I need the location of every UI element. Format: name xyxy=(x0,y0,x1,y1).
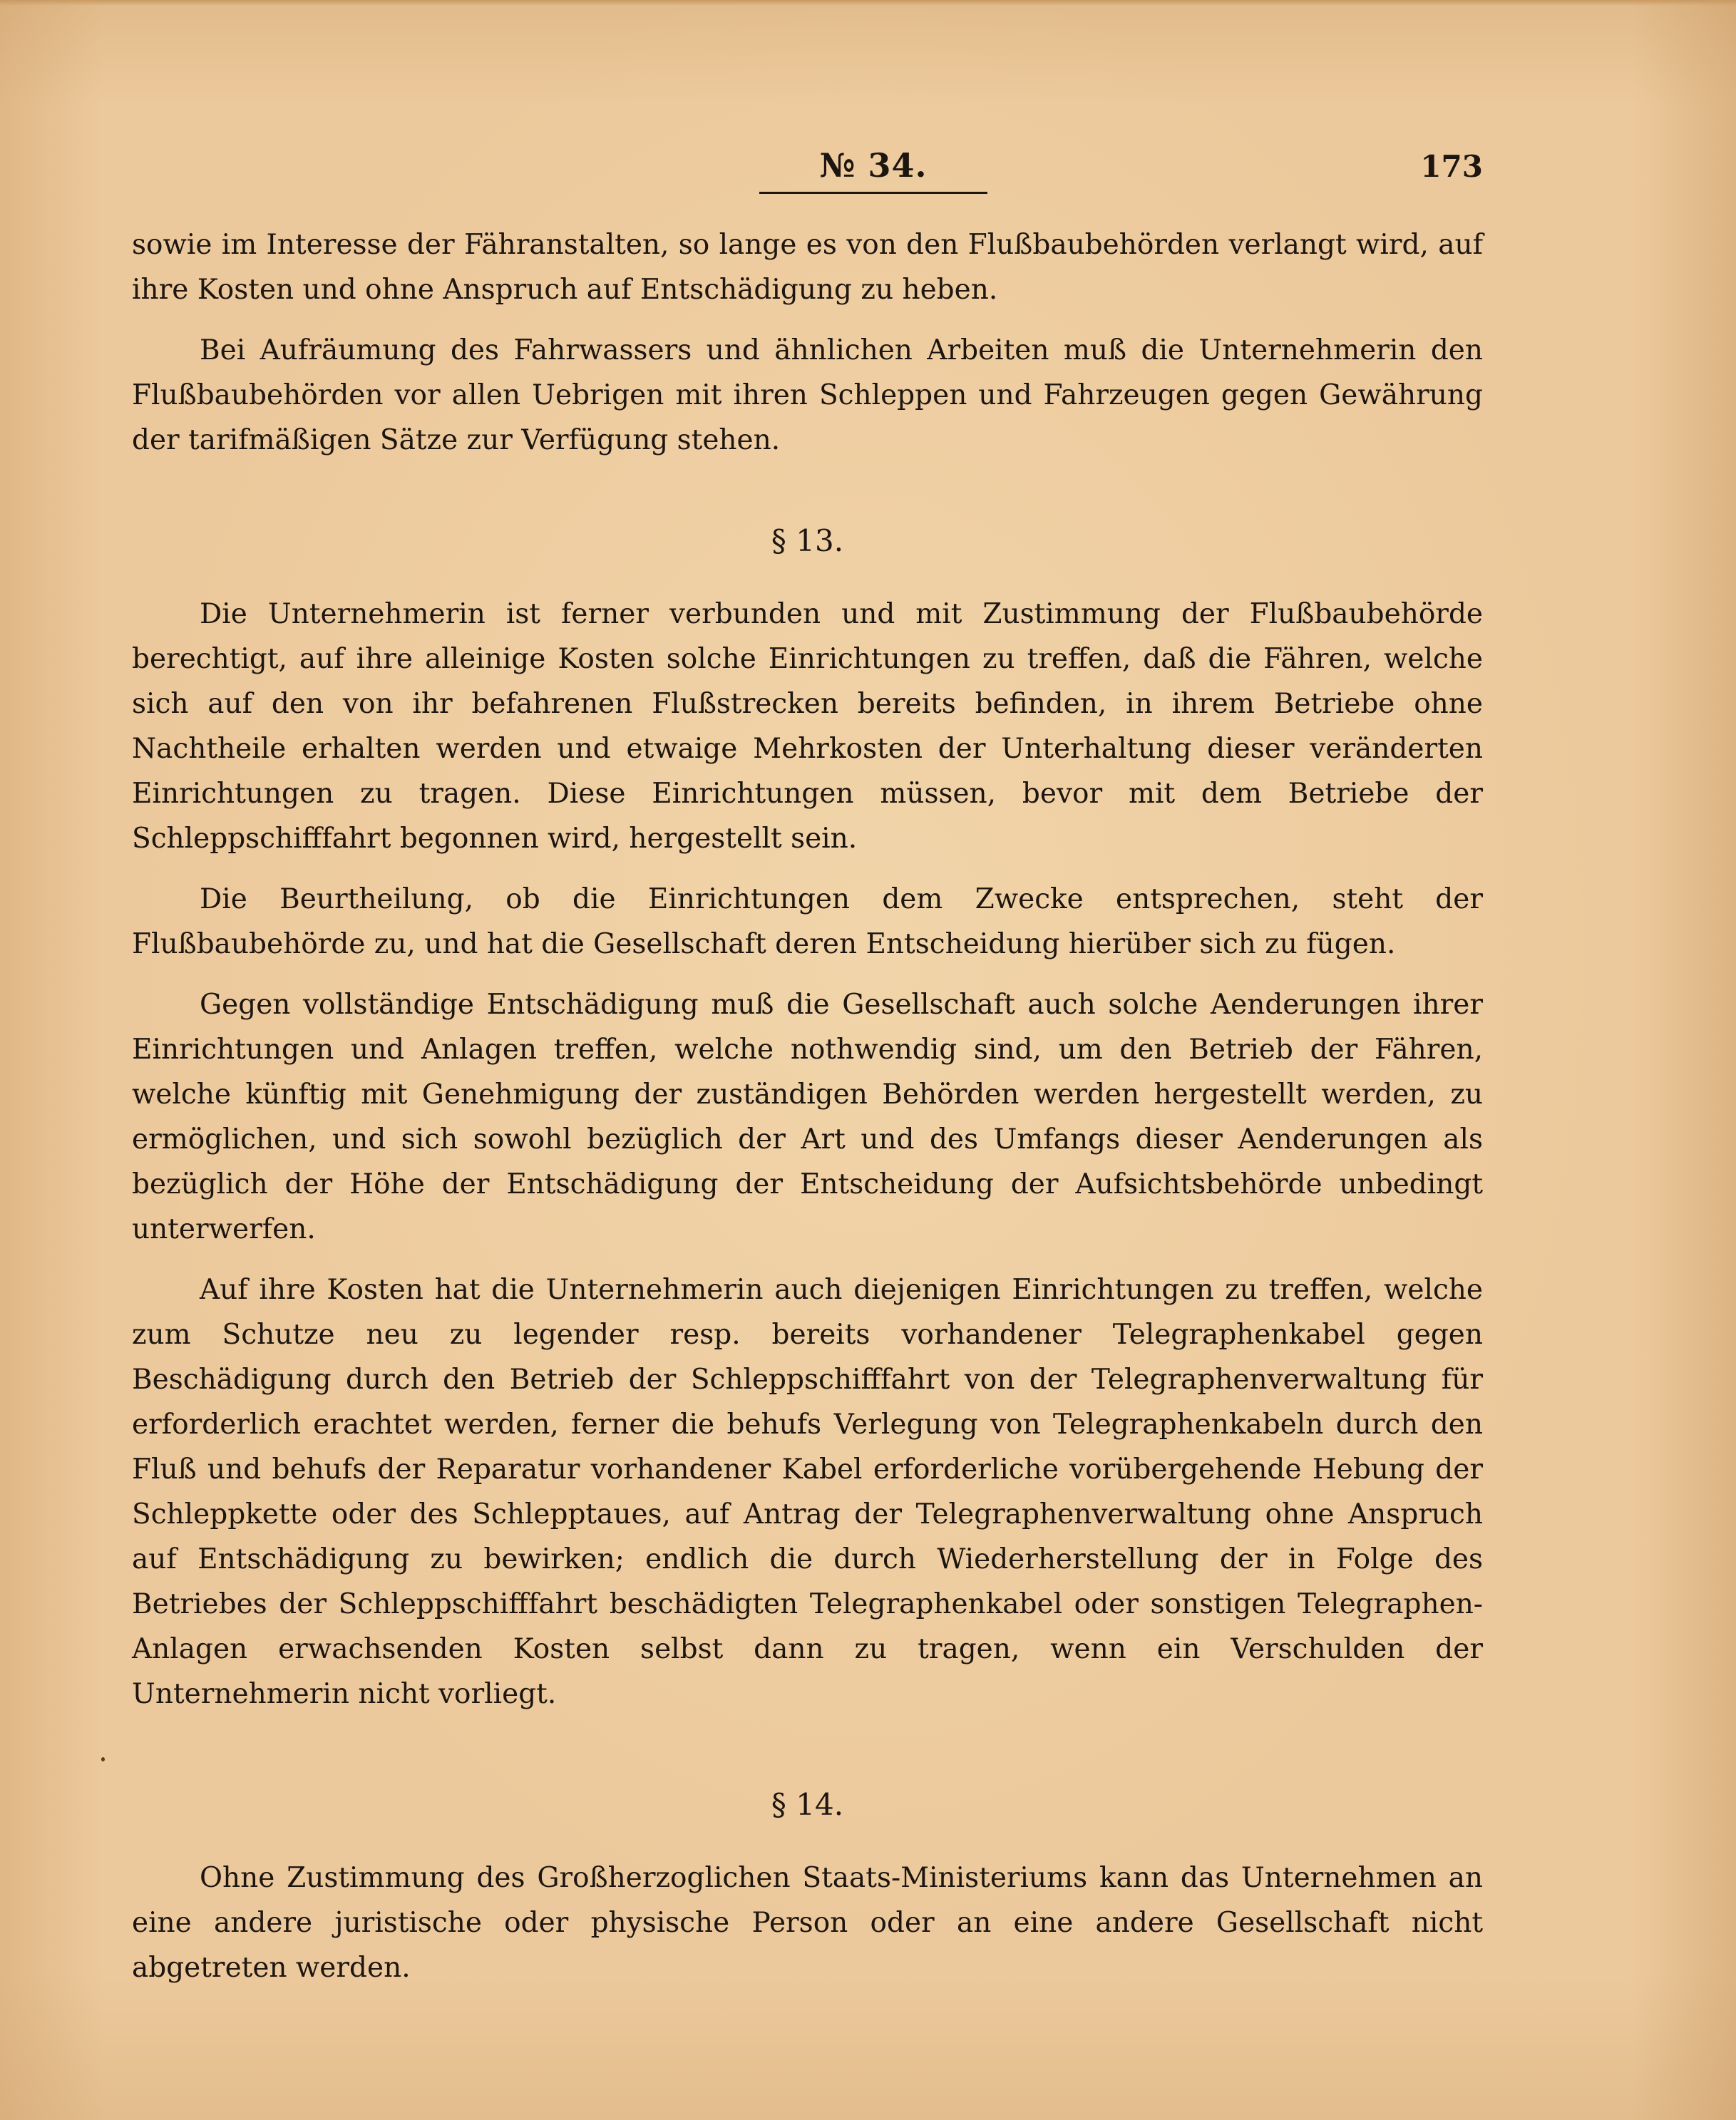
page-top-edge xyxy=(0,0,1736,6)
page-number: 173 xyxy=(1420,149,1483,184)
paragraph-s13-1: Die Unternehmerin ist ferner verbunden und mit Zustimmung der Flußbaubehörde berechtigt, auf ihre alleinige Kosten solche Einrichtungen zu treffen, daß die Fähren, welche sich auf den von ihr befahrenen Flußstrecken bereits befinden, in ihrem Betriebe ohne Nachtheile erhalten werden und etwaige Mehrkosten der Unterhaltung dieser veränderten Einrichtungen zu tragen. Diese Einrichtungen müssen, bevor mit dem Betriebe der Schleppschifffahrt begonnen wird, hergestellt sein. xyxy=(132,598,1483,855)
paragraph-continuation: sowie im Interesse der Fähranstalten, so lange es von den Flußbaubehörden verlangt wird, auf ihre Kosten und ohne Anspruch auf Entschädigung zu heben. xyxy=(132,229,1483,306)
paragraph-s14-1: Ohne Zustimmung des Großherzoglichen Staats-Ministeriums kann das Unternehmen an eine andere juristische oder physische Person oder an eine andere Gesellschaft nicht abgetreten werden. xyxy=(132,1862,1483,1984)
paragraph-fahrwasser: Bei Aufräumung des Fahrwassers und ähnlichen Arbeiten muß die Unternehmerin den Flußbaubehörden vor allen Uebrigen mit ihren Schleppen und Fahrzeugen gegen Gewährung der tarifmäßigen Sätze zur Verfügung stehen. xyxy=(132,334,1483,456)
paragraph-s13-4: Auf ihre Kosten hat die Unternehmerin auch diejenigen Einrichtungen zu treffen, welche zum Schutze neu zu legender resp. bereits vorhandener Telegraphenkabel gegen Beschädigung durch den Betrieb der Schleppschifffahrt von der Telegraphenverwaltung für erforderlich erachtet werden, ferner die behufs Verlegung von Telegraphenkabeln durch den Fluß und behufs der Reparatur vorhandener Kabel erforderliche vorübergehende Hebung der Schleppkette oder des Schlepptaues, auf Antrag der Telegraphenverwaltung ohne Anspruch auf Entschädigung zu bewirken; endlich die durch Wiederherstellung der in Folge des Betriebes der Schleppschifffahrt beschädigten Telegraphenkabel oder sonstigen Telegraphen-Anlagen erwachsenden Kosten selbst dann zu tragen, wenn ein Verschulden der Unternehmerin nicht vorliegt. xyxy=(132,1274,1483,1710)
paragraph-s13-2: Die Beurtheilung, ob die Einrichtungen dem Zwecke entsprechen, steht der Flußbaubehörde zu, und hat die Gesellschaft deren Entscheidung hierüber sich zu fügen. xyxy=(132,883,1483,960)
paragraph-s13-3: Gegen vollständige Entschädigung muß die Gesellschaft auch solche Aenderungen ihrer Einrichtungen und Anlagen treffen, welche nothwendig sind, um den Betrieb der Fähren, welche künftig mit Genehmigung der zuständigen Behörden werden hergestellt werden, zu ermöglichen, und sich sowohl bezüglich der Art und des Umfangs dieser Aenderungen als bezüglich der Höhe der Entschädigung der Entscheidung der Aufsichtsbehörde unbedingt unterwerfen. xyxy=(132,989,1483,1245)
section-heading-13: § 13. xyxy=(771,523,844,558)
body-text xyxy=(132,222,1483,2006)
issue-number: № 34. xyxy=(759,146,987,194)
page-header xyxy=(132,146,1483,203)
section-heading-14: § 14. xyxy=(771,1787,844,1822)
paper-speck xyxy=(101,1757,105,1761)
